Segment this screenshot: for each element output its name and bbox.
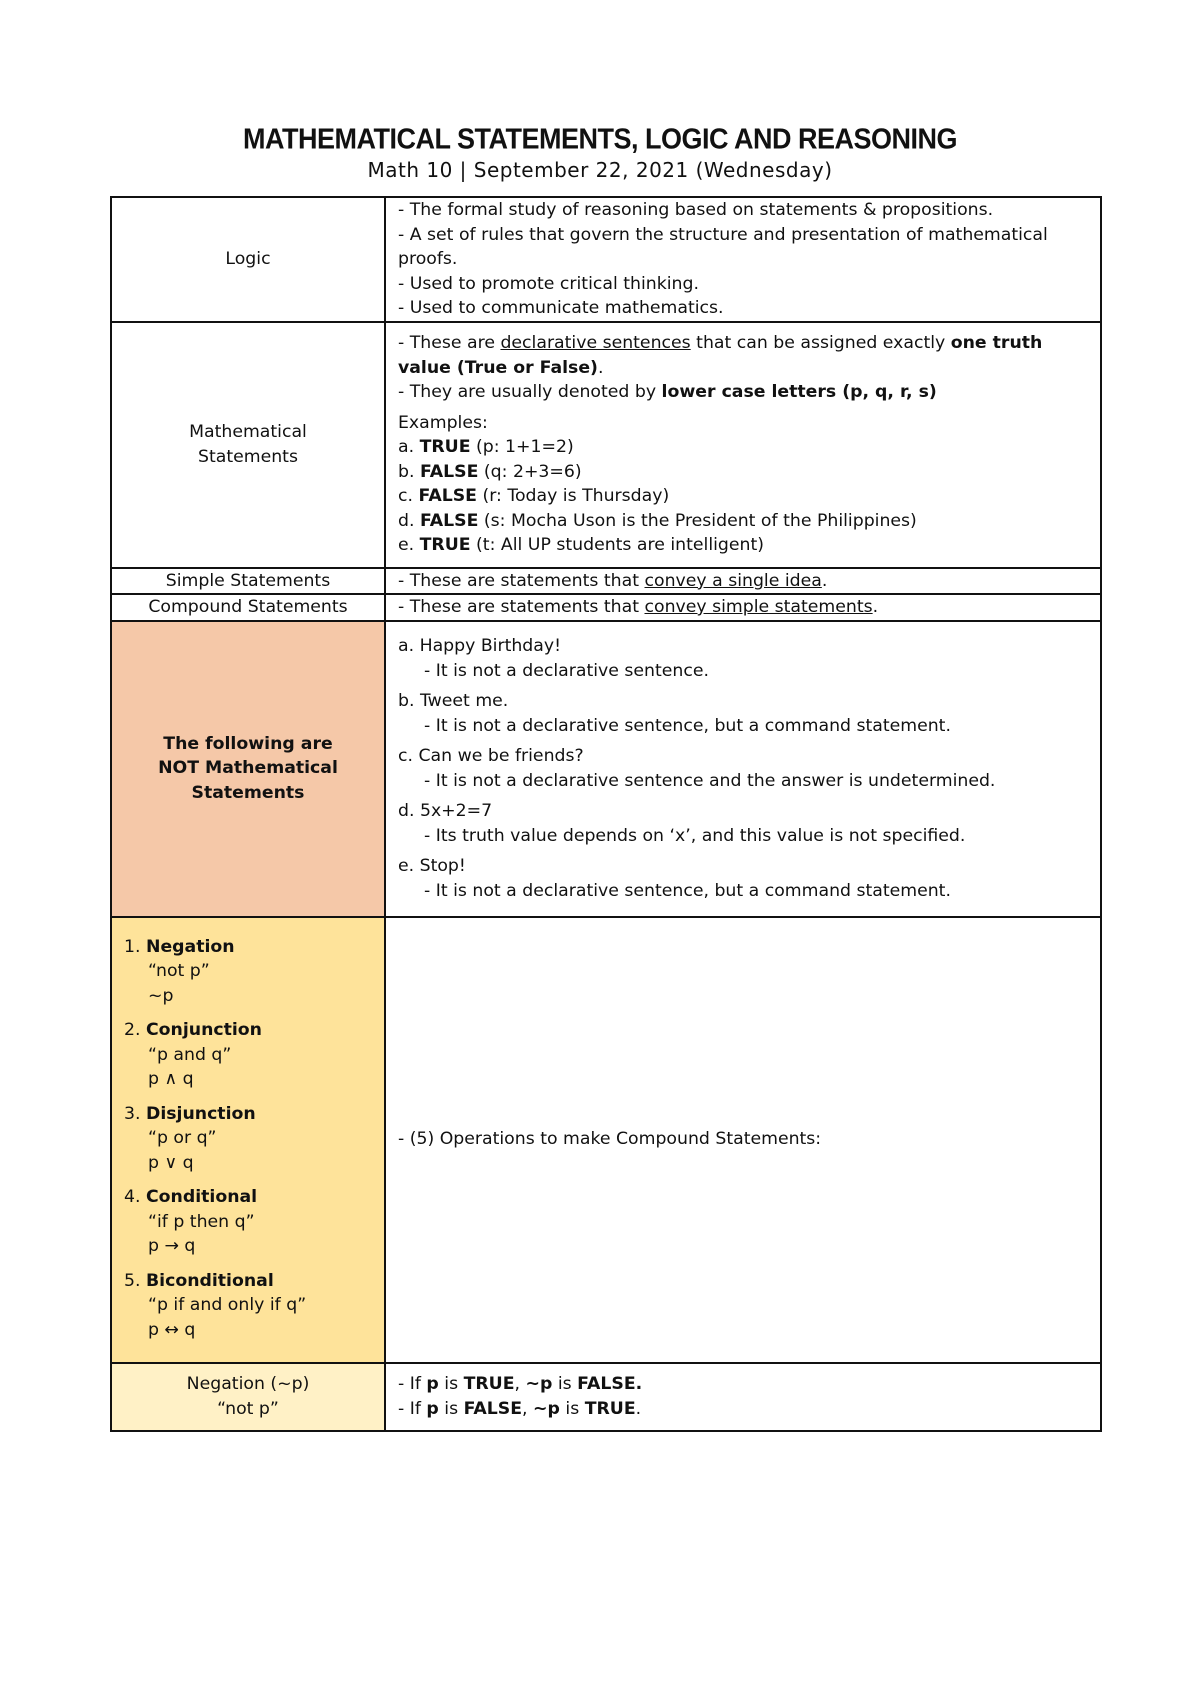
table-row-negation: [111, 1363, 1101, 1431]
example-item: a. TRUE (p: 1+1=2): [398, 437, 574, 458]
compound-definition: - These are statements that convey simple statements.: [385, 594, 1101, 621]
negation-rule: - If p is FALSE, ~p is TRUE.: [398, 1398, 642, 1419]
examples-heading: Examples:: [398, 412, 488, 433]
not-math-list: [385, 621, 1101, 917]
logic-line: - A set of rules that govern the structure and presentation of mathematical proofs.: [398, 224, 1048, 269]
math-statements-label: Mathematical Statements: [111, 322, 385, 568]
not-math-item: b. Tweet me. - It is not a declarative sentence, but a command statement.: [398, 691, 951, 736]
table-row-compound: [111, 594, 1101, 621]
not-math-item: e. Stop! - It is not a declarative sentence, but a command statement.: [398, 856, 951, 901]
example-item: e. TRUE (t: All UP students are intelligent): [398, 535, 765, 556]
math-statements-def: - These are declarative sentences that can be assigned exactly one truth value (True or False).: [398, 333, 1043, 378]
operation-conditional: 4. Conditional “if p then q” p → q: [124, 1187, 258, 1257]
negation-label: Negation (~p) “not p”: [111, 1363, 385, 1431]
negation-rules: [385, 1363, 1101, 1431]
math-statements-definition: [385, 322, 1101, 568]
simple-definition: - These are statements that convey a single idea.: [385, 568, 1101, 595]
document-title: MATHEMATICAL STATEMENTS, LOGIC AND REASONING: [243, 123, 957, 155]
table-row-simple: [111, 568, 1101, 595]
table-row-operations: [111, 917, 1101, 1363]
not-math-label: The following are NOT Mathematical Statements: [111, 621, 385, 917]
operations-description: - (5) Operations to make Compound Statements:: [385, 917, 1101, 1363]
operation-biconditional: 5. Biconditional “p if and only if q” p ↔ q: [124, 1270, 307, 1340]
table-row-math-statements: [111, 322, 1101, 568]
logic-line: - Used to promote critical thinking.: [398, 273, 699, 294]
operation-disjunction: 3. Disjunction “p or q” p ∨ q: [124, 1103, 256, 1173]
operations-list: [111, 917, 385, 1363]
not-math-item: c. Can we be friends? - It is not a declarative sentence and the answer is undetermined.: [398, 746, 996, 791]
example-item: c. FALSE (r: Today is Thursday): [398, 486, 670, 507]
operation-negation: 1. Negation “not p” ~p: [124, 936, 235, 1006]
math-statements-notation: - They are usually denoted by lower case letters (p, q, r, s): [398, 382, 937, 403]
example-item: b. FALSE (q: 2+3=6): [398, 461, 582, 482]
logic-definition: [385, 197, 1101, 322]
table-row-logic: [111, 197, 1101, 322]
logic-label: Logic: [111, 197, 385, 322]
negation-rule: - If p is TRUE, ~p is FALSE.: [398, 1374, 643, 1394]
logic-line: - Used to communicate mathematics.: [398, 298, 724, 318]
simple-label: Simple Statements: [111, 568, 385, 595]
table-row-not-math: [111, 621, 1101, 917]
operation-conjunction: 2. Conjunction “p and q” p ∧ q: [124, 1020, 262, 1090]
logic-line: - The formal study of reasoning based on statements & propositions.: [398, 200, 994, 220]
not-math-item: d. 5x+2=7 - Its truth value depends on ‘x’, and this value is not specified.: [398, 801, 966, 846]
compound-label: Compound Statements: [111, 594, 385, 621]
not-math-item: a. Happy Birthday! - It is not a declarative sentence.: [398, 636, 709, 681]
example-item: d. FALSE (s: Mocha Uson is the President of the Philippines): [398, 510, 917, 531]
declarative-term: declarative sentences: [500, 333, 691, 354]
notes-table: [110, 196, 1102, 1432]
document-subtitle: Math 10 | September 22, 2021 (Wednesday): [367, 158, 833, 182]
